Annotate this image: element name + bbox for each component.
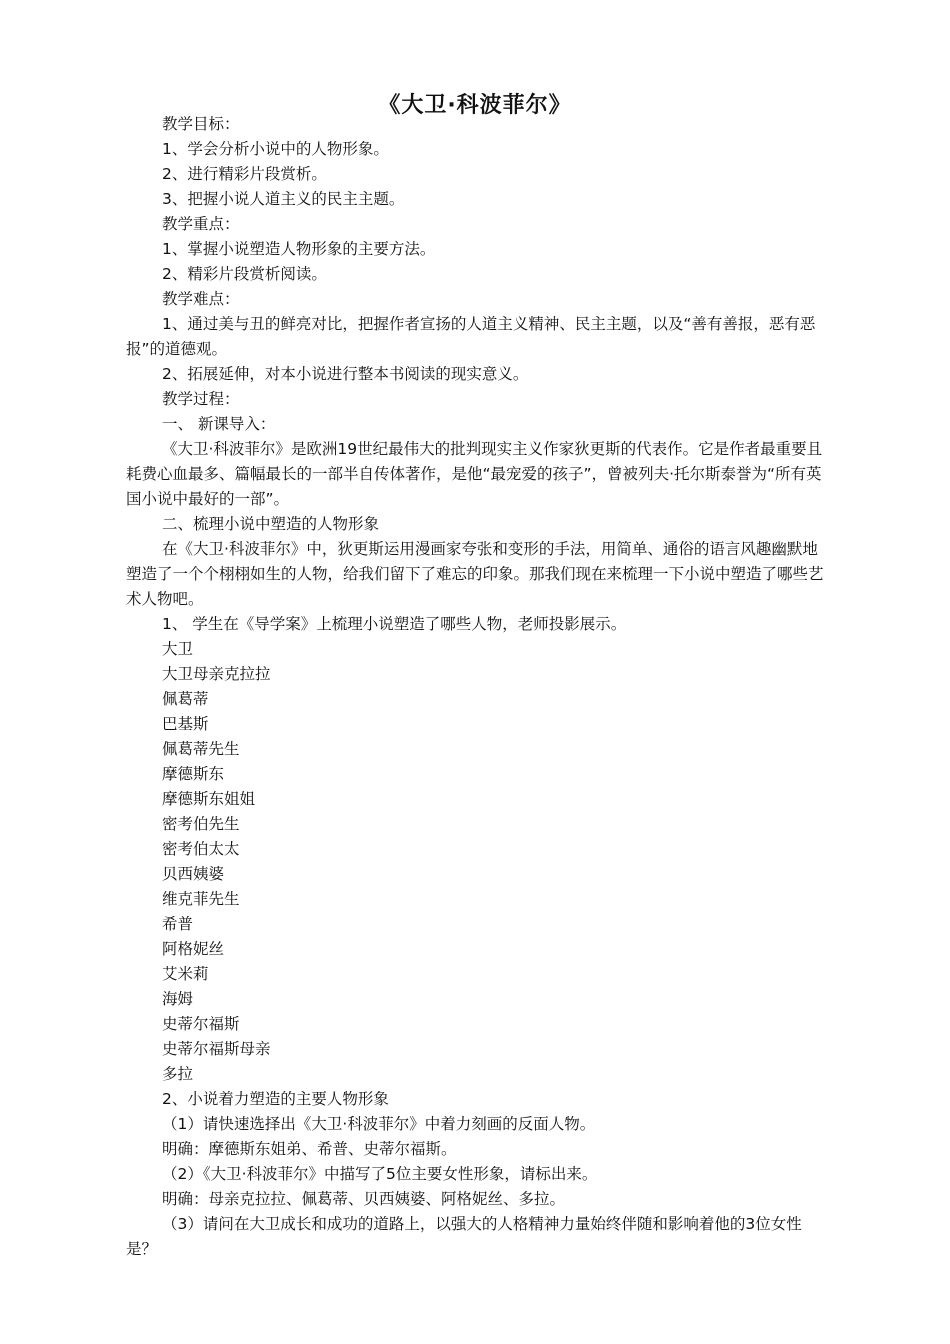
paragraph: 《大卫·科波菲尔》是欧洲19世纪最伟大的批判现实主义作家狄更斯的代表作。它是作者最重要且耗费心血最多、篇幅最长的一部半自传体著作，是他“最宠爱的孩子”，曾被列夫·托尔斯泰誉为“所有英国小说中最好的一部”。 — [126, 440, 823, 508]
paragraph: 教学目标： — [162, 115, 240, 133]
paragraph: 2、小说着力塑造的主要人物形象 — [162, 1090, 389, 1108]
paragraph: 阿格妮丝 — [162, 940, 225, 958]
paragraph: 大卫 — [162, 640, 194, 658]
paragraph: 摩德斯东 — [162, 765, 225, 783]
paragraph: （1）请快速选择出《大卫·科波菲尔》中着力刻画的反面人物。 — [162, 1115, 596, 1133]
paragraph: 2、拓展延伸，对本小说进行整本书阅读的现实意义。 — [162, 365, 529, 383]
paragraph: 二、梳理小说中塑造的人物形象 — [162, 515, 380, 533]
paragraph: 明确：母亲克拉拉、佩葛蒂、贝西姨婆、阿格妮丝、多拉。 — [162, 1190, 566, 1208]
paragraph: 艾米莉 — [162, 965, 209, 983]
paragraph: 1、学会分析小说中的人物形象。 — [162, 140, 389, 158]
paragraph: 教学难点： — [162, 290, 240, 308]
document-body — [126, 112, 826, 1262]
paragraph: 佩葛蒂 — [162, 690, 209, 708]
paragraph: 巴基斯 — [162, 715, 209, 733]
paragraph: 海姆 — [162, 990, 194, 1008]
paragraph: 1、通过美与丑的鲜亮对比，把握作者宣扬的人道主义精神、民主主题，以及“善有善报，恶有恶报”的道德观。 — [126, 315, 816, 358]
paragraph: 密考伯太太 — [162, 840, 240, 858]
paragraph: 1、 学生在《导学案》上梳理小说塑造了哪些人物，老师投影展示。 — [162, 615, 627, 633]
paragraph: 多拉 — [162, 1065, 194, 1083]
paragraph: 2、进行精彩片段赏析。 — [162, 165, 327, 183]
paragraph: 史蒂尔福斯 — [162, 1015, 240, 1033]
paragraph: 1、掌握小说塑造人物形象的主要方法。 — [162, 240, 436, 258]
paragraph: 密考伯先生 — [162, 815, 240, 833]
document-title: 《大卫·科波菲尔》 — [378, 93, 572, 118]
paragraph: 一、 新课导入： — [162, 415, 276, 433]
paragraph: 大卫母亲克拉拉 — [162, 665, 271, 683]
paragraph: 史蒂尔福斯母亲 — [162, 1040, 271, 1058]
paragraph: 3、把握小说人道主义的民主主题。 — [162, 190, 405, 208]
paragraph: 摩德斯东姐姐 — [162, 790, 256, 808]
paragraph: 希普 — [162, 915, 194, 933]
paragraph: 维克菲先生 — [162, 890, 240, 908]
paragraph: 在《大卫·科波菲尔》中，狄更斯运用漫画家夸张和变形的手法，用简单、通俗的语言风趣幽默地塑造了一个个栩栩如生的人物，给我们留下了难忘的印象。那我们现在来梳理一下小说中塑造了哪些艺术人物吧。 — [126, 540, 824, 608]
paragraph: 佩葛蒂先生 — [162, 740, 240, 758]
paragraph: （2）《大卫·科波菲尔》中描写了5位主要女性形象，请标出来。 — [162, 1165, 598, 1183]
paragraph: 教学重点： — [162, 215, 240, 233]
paragraph: 2、精彩片段赏析阅读。 — [162, 265, 327, 283]
paragraph: 贝西姨婆 — [162, 865, 225, 883]
paragraph: 明确：摩德斯东姐弟、希普、史蒂尔福斯。 — [162, 1140, 457, 1158]
paragraph: 教学过程： — [162, 390, 240, 408]
paragraph: （3）请问在大卫成长和成功的道路上，以强大的人格精神力量始终伴随和影响着他的3位女性是？ — [126, 1215, 802, 1258]
